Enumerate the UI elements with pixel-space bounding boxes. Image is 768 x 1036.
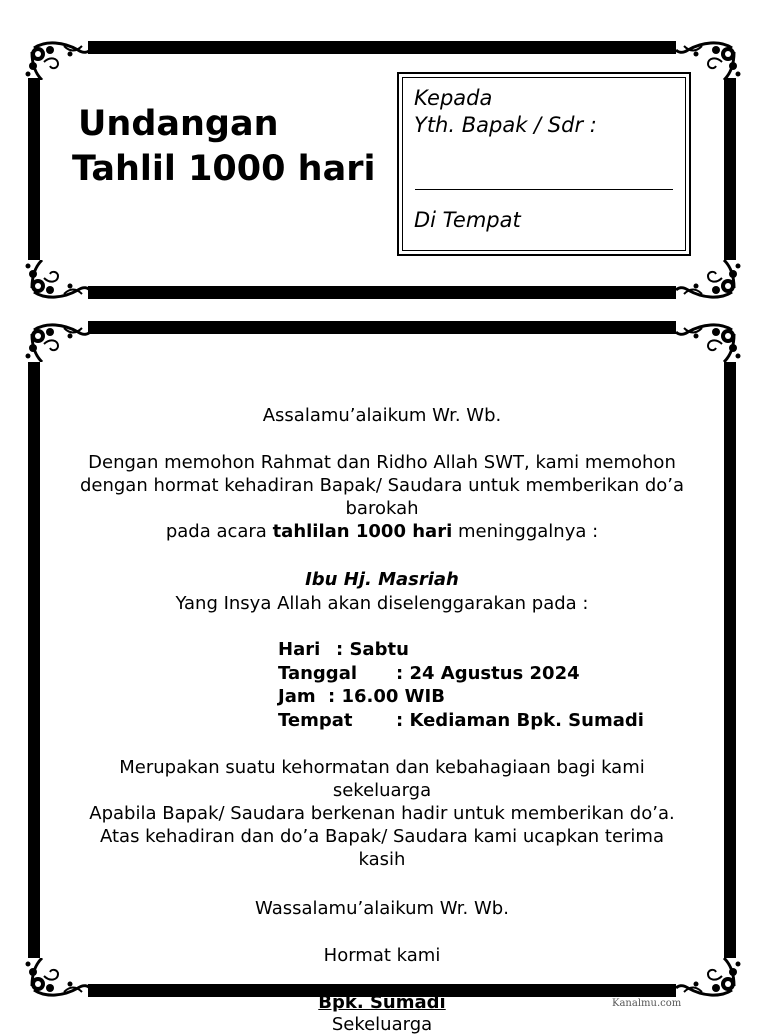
frame-right-bar: [724, 78, 736, 260]
farewell: Wassalamu’alaikum Wr. Wb.: [255, 898, 509, 919]
regards: Hormat kami: [323, 945, 441, 966]
closing-line: kasih: [358, 849, 406, 870]
closing-line: Apabila Bapak/ Saudara berkenan hadir untuk memberikan do’a.: [89, 803, 675, 824]
intro-line: Dengan memohon Rahmat dan Ridho Allah SWT, kami memohon: [88, 452, 676, 473]
schedule-intro: Yang Insya Allah akan diselenggarakan pada :: [175, 593, 589, 614]
address-box: [397, 72, 691, 256]
event-line: [44, 520, 720, 543]
closing-line: Atas kehadiran dan do’a Bapak/ Saudara kami ucapkan terima: [99, 826, 664, 847]
closing-line: Merupakan suatu kehormatan dan kebahagiaan bagi kami: [119, 757, 645, 778]
event-prefix: pada acara: [165, 521, 273, 542]
detail-label: Tempat: [278, 709, 353, 731]
corner-ornament-bottom-left: [24, 260, 90, 300]
detail-value: : Sabtu: [336, 639, 409, 660]
corner-ornament-top-right: [676, 322, 742, 362]
event-suffix: meninggalnya :: [452, 521, 599, 542]
signer-name: Bpk. Sumadi: [318, 992, 446, 1013]
signer-family: Sekeluarga: [331, 1014, 433, 1035]
watermark: Kanalmu.com: [612, 998, 682, 1009]
frame-left-bar: [28, 78, 40, 260]
invitation-title-line1: Undangan: [78, 104, 279, 144]
corner-ornament-top-left: [24, 40, 90, 80]
intro-line: barokah: [345, 498, 419, 519]
frame-bottom-bar: [88, 286, 676, 299]
corner-ornament-bottom-right: [676, 260, 742, 300]
closing-paragraph: [44, 756, 720, 871]
corner-ornament-top-left: [24, 322, 90, 362]
event-name: tahlilan 1000 hari: [272, 521, 453, 542]
deceased-name: Ibu Hj. Masriah: [305, 569, 459, 590]
closing-line: sekeluarga: [332, 780, 432, 801]
intro-paragraph: [44, 451, 720, 543]
detail-label: Hari: [278, 639, 321, 660]
address-salutation: Yth. Bapak / Sdr :: [414, 113, 597, 137]
detail-value: : Kediaman Bpk. Sumadi: [396, 709, 644, 731]
intro-line: dengan hormat kehadiran Bapak/ Saudara untuk memberikan do’a: [79, 475, 685, 496]
detail-label: Jam: [278, 686, 316, 707]
address-recipient-label: Kepada: [414, 86, 493, 110]
frame-left-bar: [28, 362, 40, 958]
address-place: Di Tempat: [414, 208, 521, 232]
invitation-title-line2: Tahlil 1000 hari: [72, 149, 376, 189]
address-name-line: [415, 189, 673, 190]
frame-top-bar: [88, 321, 676, 334]
frame-top-bar: [88, 41, 676, 54]
detail-value: : 24 Agustus 2024: [396, 662, 580, 684]
detail-label: Tanggal: [278, 662, 358, 684]
detail-value: : 16.00 WIB: [328, 686, 445, 707]
frame-right-bar: [724, 362, 736, 958]
greeting: Assalamu’alaikum Wr. Wb.: [262, 405, 502, 426]
